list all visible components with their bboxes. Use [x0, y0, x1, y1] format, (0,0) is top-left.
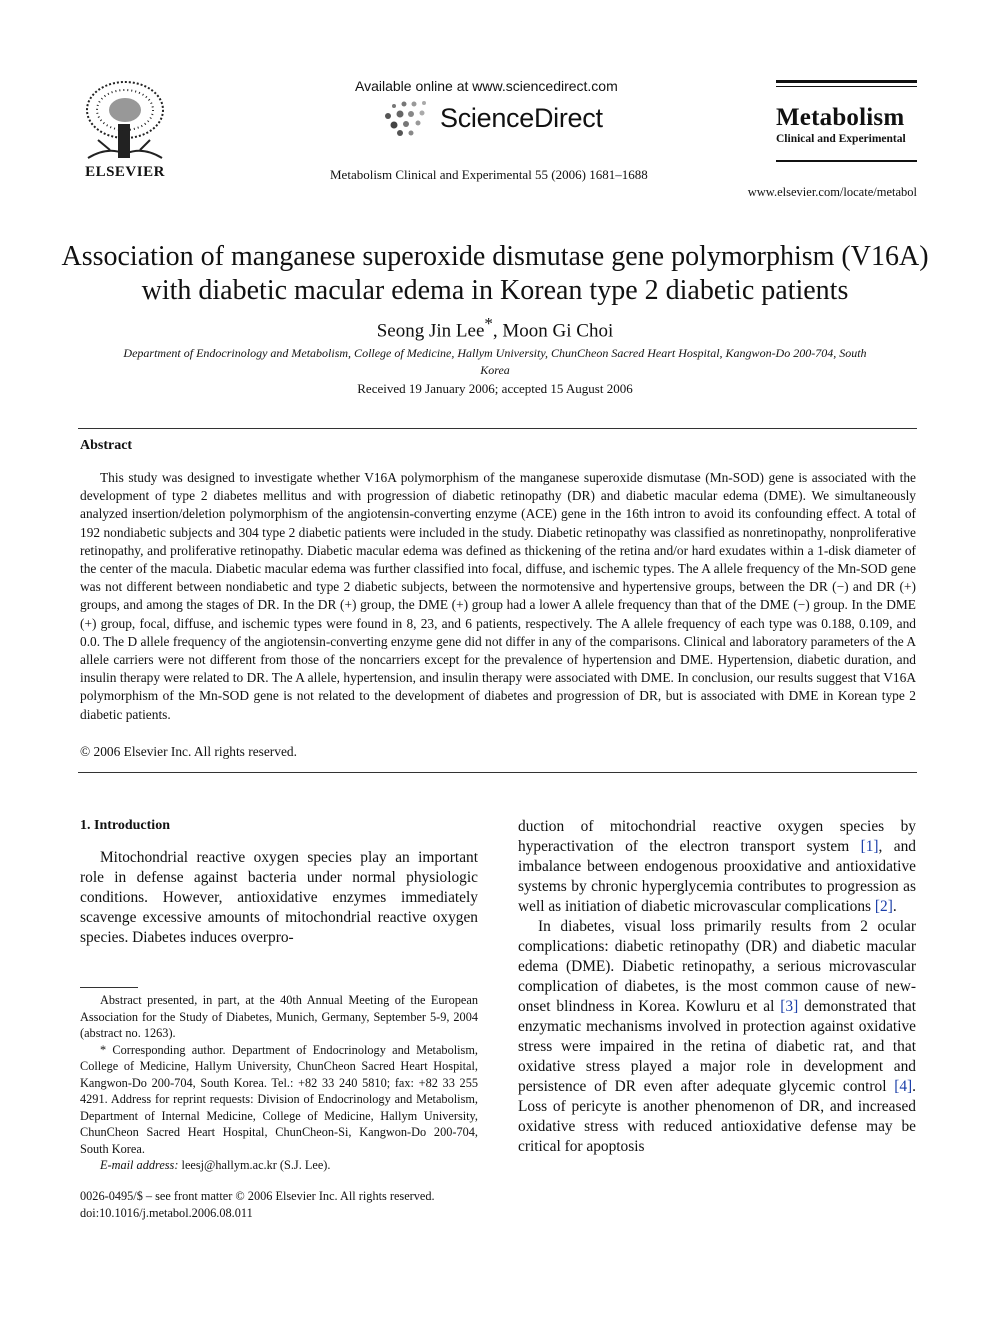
paragraph-text: demonstrated that enzymatic mechanisms involved in protection against oxidative stress were impaired in the retina of diabetic rat, and that oxidative stress played a major role in development and persistence of DR even after adequate glycemic control [518, 998, 917, 1095]
reference-link[interactable]: [3] [780, 998, 799, 1015]
sciencedirect-dots-icon [380, 98, 436, 138]
author-name[interactable]: Moon Gi Choi [502, 320, 614, 342]
author-separator: , [492, 320, 503, 342]
journal-title: Metabolism [776, 104, 905, 131]
footnotes [80, 992, 478, 1174]
reference-link[interactable]: [4] [894, 1078, 913, 1095]
paragraph-text: . [892, 898, 897, 915]
email-label: E-mail address: [100, 1158, 179, 1172]
author-name[interactable]: Seong Jin Lee [376, 320, 485, 342]
journal-rule-top-thin [776, 86, 917, 87]
corresponding-author-mark[interactable]: * [484, 314, 493, 333]
received-dates: Received 19 January 2006; accepted 15 August 2006 [357, 381, 633, 396]
paragraph-text: duction of mitochondrial reactive oxygen species by hyperactivation of the electron transport system [518, 818, 916, 855]
journal-citation: Metabolism Clinical and Experimental 55 (2006) 1681–1688 [330, 167, 648, 182]
author-list [60, 314, 930, 342]
abstract-body: This study was designed to investigate whether V16A polymorphism of the manganese superoxide dismutase (Mn-SOD) gene is associated with the development of type 2 diabetes mellitus and with progression of diabetic retinopathy (DR) and diabetic macular edema (DME). We simultaneously analyzed insertion/deletion polymorphism of the angiotensin-converting enzyme (ACE) gene in the 16th intron to avoid its confounding effect. A total of 192 nondiabetic subjects and 304 type 2 diabetic patients were included in the study. Diabetic retinopathy was classified as nonretinopathy, nonproliferative retinopathy, and proliferative retinopathy. Diabetic macular edema was defined as thickening of the retina and/or hard exudates within a 1-disk diameter of the center of the macula. Diabetic macular edema was further classified into focal, diffuse, and ischemic types. The A allele frequency of the Mn-SOD gene was not different between nondiabetic and type 2 diabetic subjects, between the normotensive and hypertensive groups, between the DR (−) and DR (+) groups, and among the stages of DR. In the DR (+) group, the DME (+) group had a lower A allele frequency than that of the DME (−) group. In the DME (+) group, focal, diffuse, and ischemic types were found in 8, 23, and 6 patients, respectively. The A allele frequency of each type was 0.188, 0.109, and 0.0. The D allele frequency of the angiotensin-converting enzyme gene did not differ in any of the comparisons. Clinical and laboratory parameters of the A allele carriers were not different from those of the noncarriers except for the prevalence of hypertension and DME. Hypertension, diabetic duration, and insulin therapy were related to DR. The A allele, hypertension, and insulin therapy were associated with DME. In conclusion, our results suggest that V16A polymorphism of the Mn-SOD gene is not related to the development of diabetes and progression of DR, but is associated with DME in Korean type 2 diabetic patients. [80, 470, 916, 722]
footnote-corresponding-author: * Corresponding author. Department of Endocrinology and Metabolism, College of Medicine, Hallym University, ChunCheon Sacred Heart Hospital, Kangwon-Do 200-704, South Korea. Tel.: +82 33 240 5810; fax: +82 33 255 4291. Address for reprint requests: Division of Endocrinology and Metabolism, Department of Internal Medicine, College of Medicine, Hallym University, ChunCheon Sacred Heart Hospital, ChunCheon-Si, Kangwon-Do 200-704, South Korea. [80, 1042, 478, 1156]
publication-info [80, 1188, 435, 1221]
author-affiliation: Department of Endocrinology and Metabolism, College of Medicine, Hallym University, ChunCheon Sacred Heart Hospital, Kangwon-Do 200-704, South Korea [123, 346, 867, 377]
journal-url[interactable]: www.elsevier.com/locate/metabol [747, 185, 917, 199]
paragraph-text: , and imbalance between endogenous prooxidative and antioxidative systems by chronic hyperglycemia contributes to progression as well as initiation of diabetic microvascular complications [518, 838, 916, 915]
reference-link[interactable]: [2] [874, 898, 893, 915]
copyright-notice: © 2006 Elsevier Inc. All rights reserved. [80, 744, 297, 759]
sciencedirect-logo [380, 98, 603, 138]
journal-rule-top [776, 80, 917, 83]
paragraph-text: . Loss of pericyte is another phenomenon of DR, and increased oxidative stress with reduced antioxidative defense may be critical for apoptosis [518, 1078, 916, 1155]
section-heading-introduction: 1. Introduction [80, 818, 170, 833]
journal-subtitle: Clinical and Experimental [776, 133, 906, 145]
reference-link[interactable]: [1] [860, 838, 879, 855]
abstract-bottom-rule [78, 772, 917, 773]
footnote-email [80, 1157, 478, 1174]
body-paragraph [518, 917, 916, 1157]
article-title: Association of manganese superoxide dismutase gene polymorphism (V16A) with diabetic macular edema in Korean type 2 diabetic patients [61, 241, 929, 306]
paragraph-text: In diabetes, visual loss primarily results from 2 ocular complications: diabetic retinopathy (DR) and diabetic macular edema (DME). Diabetic retinopathy, a serious microvascular complication of diabetes, is the most common cause of new-onset blindness in Korea. Kowluru et al [518, 918, 916, 1015]
body-paragraph [518, 817, 916, 917]
available-online-text: Available online at www.sciencedirect.com [355, 78, 618, 94]
elsevier-wordmark: ELSEVIER [85, 164, 165, 180]
abstract-heading: Abstract [80, 438, 133, 453]
issn-line: 0026-0495/$ – see front matter © 2006 Elsevier Inc. All rights reserved. [80, 1189, 435, 1203]
footnote-rule [80, 987, 138, 988]
journal-rule-bottom [776, 160, 917, 162]
doi-line[interactable]: doi:10.1016/j.metabol.2006.08.011 [80, 1205, 253, 1220]
email-address[interactable]: leesj@hallym.ac.kr (S.J. Lee). [178, 1158, 331, 1172]
right-column [518, 817, 916, 1157]
footnote-presentation: Abstract presented, in part, at the 40th Annual Meeting of the European Association for the Study of Diabetes, Munich, Germany, September 5-9, 2004 (abstract no. 1263). [80, 993, 478, 1040]
abstract-top-rule [78, 428, 917, 429]
sciencedirect-wordmark: ScienceDirect [440, 102, 603, 133]
intro-paragraph: Mitochondrial reactive oxygen species play an important role in defense against bacteria under normal physiologic conditions. However, antioxidative enzymes immediately scavenge excessive amounts of mitochondrial reactive oxygen species. Diabetes induces overpro- [80, 849, 478, 946]
